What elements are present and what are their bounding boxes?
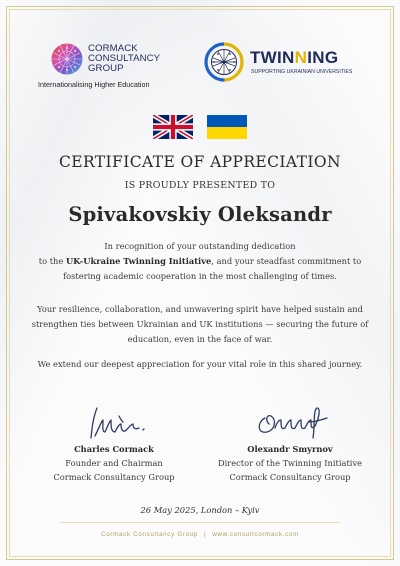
twinning-subtitle: SUPPORTING UKRAINIAN UNIVERSITIES <box>251 69 353 75</box>
cormack-line-2: CONSULTANCY <box>88 52 161 64</box>
twinning-logo <box>204 42 374 86</box>
initiative-name: UK-Ukraine Twinning Initiative <box>65 256 212 267</box>
twinning-title-accent: N <box>294 48 308 67</box>
signature-charles-cormack <box>59 398 169 444</box>
footer <box>0 531 400 538</box>
recognition-line-3: fostering academic cooperation in the most challenging of times. <box>63 271 337 282</box>
signatory-org-right: Cormack Consultancy Group <box>229 472 351 482</box>
cormack-logo <box>34 38 184 98</box>
resilience-line-3: education, even in the face of war. <box>127 334 273 345</box>
signature-block-right <box>205 398 375 482</box>
twinning-title-suffix: ING <box>307 48 339 67</box>
presented-to-line: IS PROUDLY PRESENTED TO <box>124 180 276 191</box>
issue-date: 26 May 2025, London – Kyiv <box>140 505 260 515</box>
uk-flag <box>153 115 193 139</box>
footer-separator: | <box>204 531 207 538</box>
recognition-line-2 <box>30 254 370 269</box>
signatory-name-right: Olexandr Smyrnov <box>247 444 333 454</box>
certificate-title: CERTIFICATE OF APPRECIATION <box>59 153 341 171</box>
twinning-globe-icon <box>204 42 244 82</box>
cormack-line-1: CORMACK <box>88 43 138 54</box>
resilience-paragraph <box>30 302 370 348</box>
signature-block-left <box>29 398 199 482</box>
twinning-title-prefix: TWIN <box>250 48 295 67</box>
recognition-line-1: In recognition of your outstanding dedication <box>104 241 296 251</box>
flags-row <box>0 115 400 139</box>
cormack-globe-icon <box>50 42 84 76</box>
resilience-line-1: Your resilience, collaboration, and unwavering spirit have helped sustain and <box>37 304 363 314</box>
footer-org: Cormack Consultancy Group <box>101 531 199 538</box>
recipient-name: Spivakovskiy Oleksandr <box>68 203 332 226</box>
cormack-wordmark <box>88 44 160 73</box>
resilience-line-2: strengthen ties between Ukrainian and UK institutions — securing the future of <box>31 319 369 330</box>
signatory-role-left: Founder and Chairman <box>65 458 163 468</box>
twinning-wordmark <box>250 48 338 68</box>
appreciation-paragraph: We extend our deepest appreciation for your vital role in this shared journey. <box>37 359 363 369</box>
ukraine-flag <box>207 115 247 139</box>
footer-website-link[interactable]: www.consultcormack.com <box>212 531 299 538</box>
recognition-line-2-suffix: , and your steadfast commitment to <box>211 256 362 267</box>
signatory-role-right: Director of the Twinning Initiative <box>217 458 363 468</box>
cormack-tagline: Internationalising Higher Education <box>38 80 150 89</box>
signatory-name-left: Charles Cormack <box>74 444 154 454</box>
recognition-line-2-prefix: to the <box>38 256 66 267</box>
recognition-paragraph <box>30 239 370 285</box>
footer-divider <box>60 522 340 523</box>
signatory-org-left: Cormack Consultancy Group <box>53 472 175 482</box>
cormack-line-3: GROUP <box>88 62 124 74</box>
signature-olexandr-smyrnov <box>235 398 345 444</box>
